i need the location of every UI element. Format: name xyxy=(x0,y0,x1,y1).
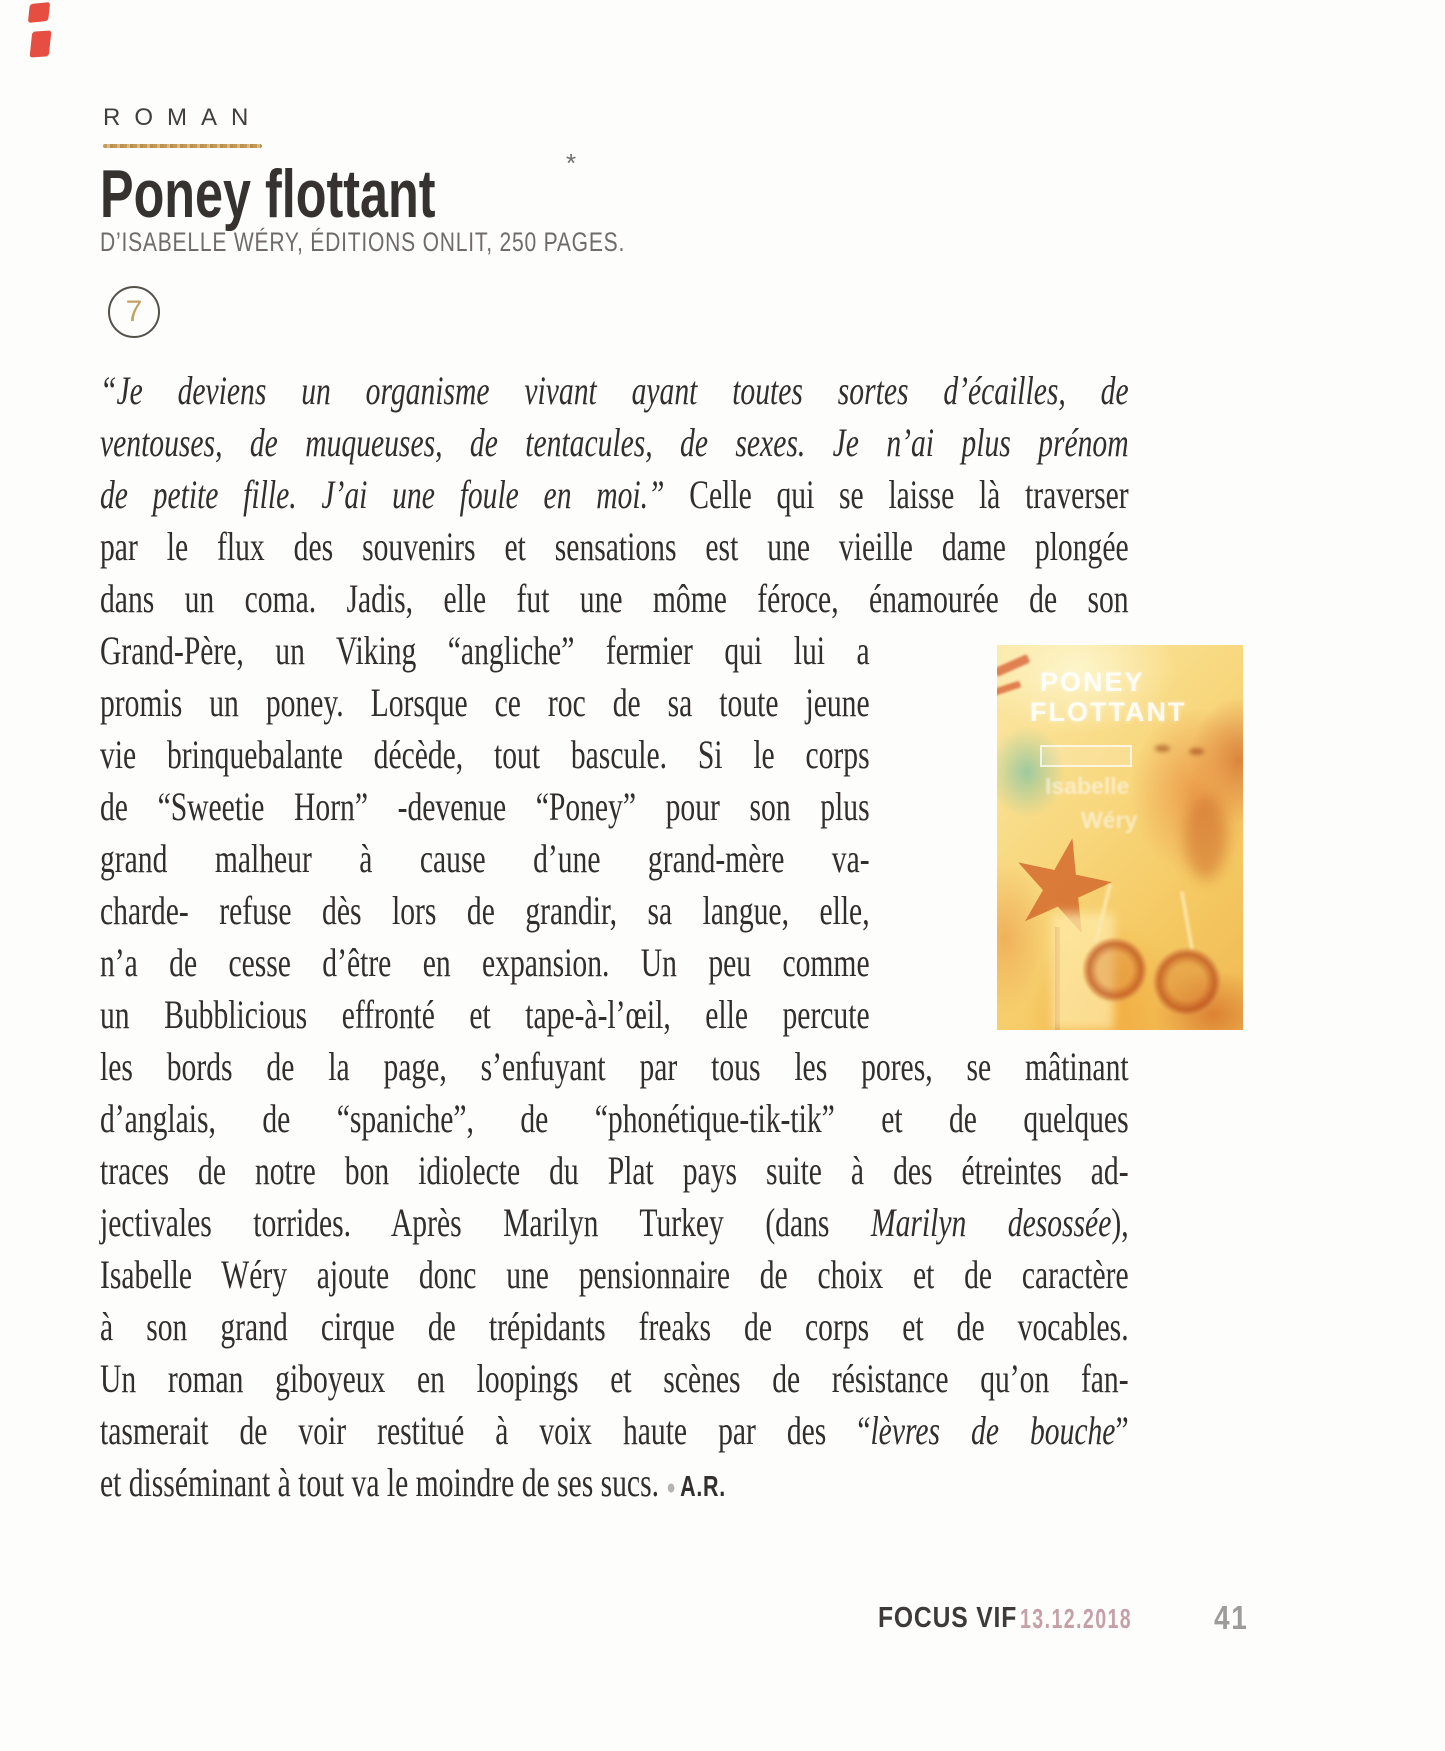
footer-page-number: 41 xyxy=(1214,1599,1249,1636)
text-segment: ventouses, de muqueuses, de tentacules, de sexes. Je n’ai plus prénom xyxy=(100,420,1129,465)
footer-issue-date: 13.12.2018 xyxy=(1020,1603,1133,1634)
body-line xyxy=(100,677,870,729)
text-segment: dans un coma. Jadis, elle fut une môme féroce, énamourée de son xyxy=(100,576,1129,621)
body-line xyxy=(100,833,870,885)
text-segment: charde- refuse dès lors de grandir, sa langue, elle, xyxy=(100,888,870,933)
text-segment: Marilyn desossée xyxy=(870,1200,1112,1245)
text-segment: les bords de la page, s’enfuyant par tous les pores, se mâtinant xyxy=(100,1044,1129,1089)
text-segment: grand malheur à cause d’une grand-mère va- xyxy=(100,836,870,881)
cover-face-shadow xyxy=(1185,795,1227,880)
body-line xyxy=(100,1301,1129,1353)
text-segment: traces de notre bon idiolecte du Plat pays suite à des étreintes ad- xyxy=(100,1148,1129,1193)
body-line xyxy=(100,729,870,781)
body-line xyxy=(100,1249,1129,1301)
cover-strap xyxy=(1180,891,1194,951)
text-segment: d’anglais, de “spaniche”, de “phonétique-tik-tik” et de quelques xyxy=(100,1096,1129,1141)
text-segment: Grand-Père, un Viking “angliche” fermier qui lui a xyxy=(100,628,870,673)
body-line xyxy=(100,1145,1129,1197)
cover-author-last-name: Wéry xyxy=(1081,807,1138,833)
text-segment: ● xyxy=(666,1476,681,1499)
text-segment: ), xyxy=(1111,1200,1129,1245)
text-segment: Un roman giboyeux en loopings et scènes de résistance qu’on fan- xyxy=(100,1356,1129,1401)
body-line xyxy=(100,1405,1129,1457)
body-line xyxy=(100,365,1129,417)
body-line xyxy=(100,625,870,677)
cover-face-eye xyxy=(1155,745,1170,752)
article-body xyxy=(100,365,1445,1509)
text-segment: promis un poney. Lorsque ce roc de sa toute jeune xyxy=(100,680,870,725)
cover-paint-streak xyxy=(997,654,1030,677)
text-segment: tasmerait de voir restitué à voix haute par des “ xyxy=(100,1408,871,1453)
article-subtitle: D’ISABELLE WÉRY, ÉDITIONS ONLIT, 250 PAGES. xyxy=(100,227,626,257)
author-initials: A.R. xyxy=(680,1471,726,1503)
text-segment: de petite fille. J’ai une foule en moi.” xyxy=(100,472,665,517)
body-line xyxy=(100,1353,1129,1405)
footer-magazine-name: FOCUS VIF xyxy=(878,1602,1018,1634)
body-line xyxy=(100,573,1129,625)
article-title: Poney flottant xyxy=(100,156,436,232)
circled-number-badge xyxy=(108,286,160,338)
cover-title xyxy=(1030,667,1186,727)
kicker-gold-underline xyxy=(103,144,262,148)
cover-label-badge xyxy=(1040,745,1132,767)
text-segment: Isabelle Wéry ajoute donc une pensionnaire de choix et de caractère xyxy=(100,1252,1129,1297)
cover-title-line1: PONEY xyxy=(1040,667,1145,697)
cover-face-eye xyxy=(1189,748,1204,755)
text-segment: n’a de cesse d’être en expansion. Un peu comme xyxy=(100,940,870,985)
issue-number: 7 xyxy=(125,295,143,328)
body-line xyxy=(100,989,870,1041)
cover-author-first-name: Isabelle xyxy=(1045,773,1130,799)
text-segment: un Bubblicious effronté et tape-à-l’œil, elle percute xyxy=(100,992,870,1037)
body-line xyxy=(100,1093,1129,1145)
text-segment: vie brinquebalante décède, tout bascule. Si le corps xyxy=(100,732,870,777)
cover-paint-streak xyxy=(997,681,1021,697)
body-line xyxy=(100,1457,1129,1509)
body-line xyxy=(100,521,1129,573)
body-line xyxy=(100,885,870,937)
cover-bra-cup xyxy=(1083,938,1147,1002)
scanner-red-mark xyxy=(30,30,52,57)
text-segment: de “Sweetie Horn” -devenue “Poney” pour son plus xyxy=(100,784,870,829)
body-line xyxy=(100,417,1129,469)
text-segment: ” xyxy=(1115,1408,1129,1453)
text-segment: par le flux des souvenirs et sensations est une vieille dame plongée xyxy=(100,524,1129,569)
asterisk-mark: * xyxy=(566,148,577,178)
text-segment: jectivales torrides. Après Marilyn Turkey (dans xyxy=(100,1200,871,1245)
book-cover-image xyxy=(997,645,1243,1030)
text-segment: à son grand cirque de trépidants freaks de corps et de vocables. xyxy=(100,1304,1129,1349)
scanner-red-mark xyxy=(28,2,50,23)
text-segment: “Je deviens un organisme vivant ayant toutes sortes d’écailles, de xyxy=(100,368,1129,413)
cover-bra-cup xyxy=(1153,948,1221,1016)
body-line xyxy=(100,937,870,989)
body-line xyxy=(100,1197,1129,1249)
section-kicker: ROMAN xyxy=(103,104,263,131)
body-line xyxy=(100,469,1129,521)
text-segment: lèvres de bouche xyxy=(870,1408,1116,1453)
body-line xyxy=(100,781,870,833)
cover-title-line2: FLOTTANT xyxy=(1030,697,1187,727)
text-segment: et disséminant à tout va le moindre de ses sucs. xyxy=(100,1460,667,1505)
text-segment: Celle qui se laisse là traverser xyxy=(664,472,1129,517)
body-line xyxy=(100,1041,1129,1093)
